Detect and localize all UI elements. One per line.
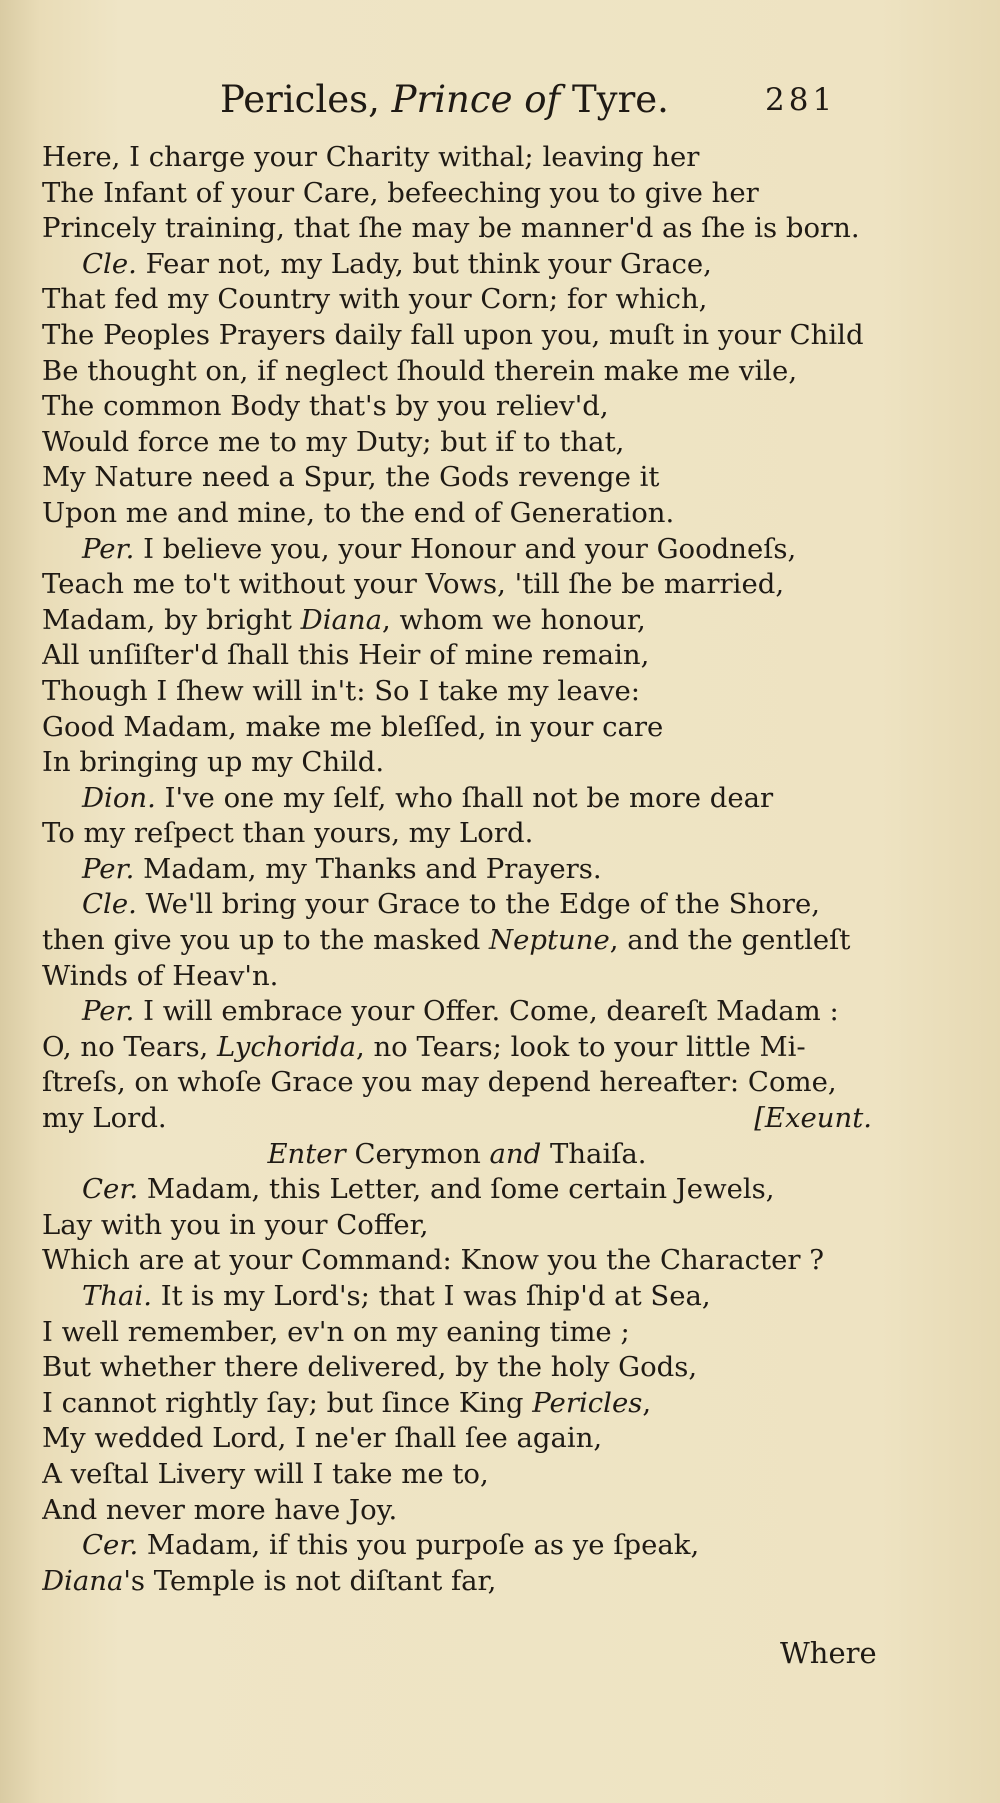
text-line: My wedded Lord, I ne'er ſhall ſee again,: [42, 1422, 603, 1455]
speaker-label: Per.: [82, 532, 135, 565]
speech-line: Per. I will embrace your Offer. Come, deareſt Madam :: [82, 995, 839, 1028]
page-number: 281: [765, 82, 837, 118]
text-line: I cannot rightly ſay; but ſince King Pericles,: [42, 1386, 652, 1419]
speech-line: Dion. I've one my ſelf, who ſhall not be more dear: [82, 781, 774, 814]
text-line: then give you up to the masked Neptune, and the gentleſt: [42, 924, 851, 957]
speech-line: Cle. We'll bring your Grace to the Edge of the Shore,: [82, 888, 820, 921]
speech-line: Per. Madam, my Thanks and Prayers.: [82, 852, 602, 885]
speaker-label: Dion.: [82, 781, 156, 814]
speech-line: Cer. Madam, this Letter, and ſome certain Jewels,: [82, 1173, 775, 1206]
text-line: Which are at your Command: Know you the Character ?: [42, 1244, 824, 1277]
text-line: Though I ſhew will in't: So I take my leave:: [42, 674, 640, 707]
text-line: ſtreſs, on whoſe Grace you may depend hereafter: Come,: [42, 1066, 837, 1099]
text-line: Madam, by bright Diana, whom we honour,: [42, 603, 646, 636]
text-line: Upon me and mine, to the end of Generation.: [42, 496, 675, 529]
text-line: my Lord. [Exeunt.: [42, 1101, 872, 1137]
speech-line: Cle. Fear not, my Lady, but think your Grace,: [82, 247, 712, 280]
stage-direction: Enter Cerymon and Thaiſa.: [267, 1137, 647, 1170]
text-line: In bringing up my Child.: [42, 746, 385, 779]
text-line: Princely training, that ſhe may be manner'd as ſhe is born.: [42, 212, 860, 245]
speaker-label: Cle.: [82, 247, 137, 280]
speech-line: Cer. Madam, if this you purpoſe as ye ſpeak,: [82, 1529, 700, 1562]
text-line: Good Madam, make me bleſſed, in your care: [42, 710, 664, 743]
text-line: Be thought on, if neglect ſhould therein make me vile,: [42, 354, 798, 387]
text-line: I well remember, ev'n on my eaning time ;: [42, 1315, 630, 1348]
catchword: Where: [780, 1636, 877, 1670]
speaker-label: Cle.: [82, 888, 137, 921]
speech-line: Per. I believe you, your Honour and your Goodneſs,: [82, 532, 797, 565]
text-body: [42, 140, 872, 1599]
text-line: And never more have Joy.: [42, 1493, 398, 1526]
text-line: All unſiſter'd ſhall this Heir of mine remain,: [42, 639, 650, 672]
text-line: Winds of Heav'n.: [42, 959, 279, 992]
text-line: To my reſpect than yours, my Lord.: [42, 817, 534, 850]
text-line: Here, I charge your Charity withal; leaving her: [42, 141, 700, 173]
text-line: Teach me to't without your Vows, 'till ſhe be married,: [42, 568, 785, 601]
text-line: A veſtal Livery will I take me to,: [42, 1457, 489, 1490]
text-line: My Nature need a Spur, the Gods revenge it: [42, 461, 660, 494]
text-line: That fed my Country with your Corn; for which,: [42, 283, 708, 316]
text-line: Would force me to my Duty; but if to that,: [42, 425, 625, 458]
speaker-label: Per.: [82, 852, 135, 885]
text-line: But whether there delivered, by the holy Gods,: [42, 1351, 698, 1384]
text-line: The Infant of your Care, befeeching you to give her: [42, 176, 759, 209]
speaker-label: Per.: [82, 995, 135, 1028]
speech-line: Thai. It is my Lord's; that I was ſhip'd at Sea,: [82, 1280, 711, 1312]
text-line: Diana's Temple is not diſtant far,: [42, 1564, 497, 1597]
text-line: Lay with you in your Coffer,: [42, 1208, 429, 1241]
stage-direction-exeunt: [Exeunt.: [754, 1102, 872, 1135]
speaker-label: Cer.: [82, 1529, 139, 1562]
page-header: [0, 78, 1000, 128]
speaker-label: Cer.: [82, 1173, 139, 1206]
running-title: Pericles, Prince of Tyre.: [220, 78, 669, 121]
text-line: The common Body that's by you reliev'd,: [42, 390, 609, 423]
text-line: The Peoples Prayers daily fall upon you, muſt in your Child: [42, 318, 864, 351]
text-line: O, no Tears, Lychorida, no Tears; look to your little Mi-: [42, 1030, 806, 1063]
speaker-label: Thai.: [82, 1280, 152, 1312]
